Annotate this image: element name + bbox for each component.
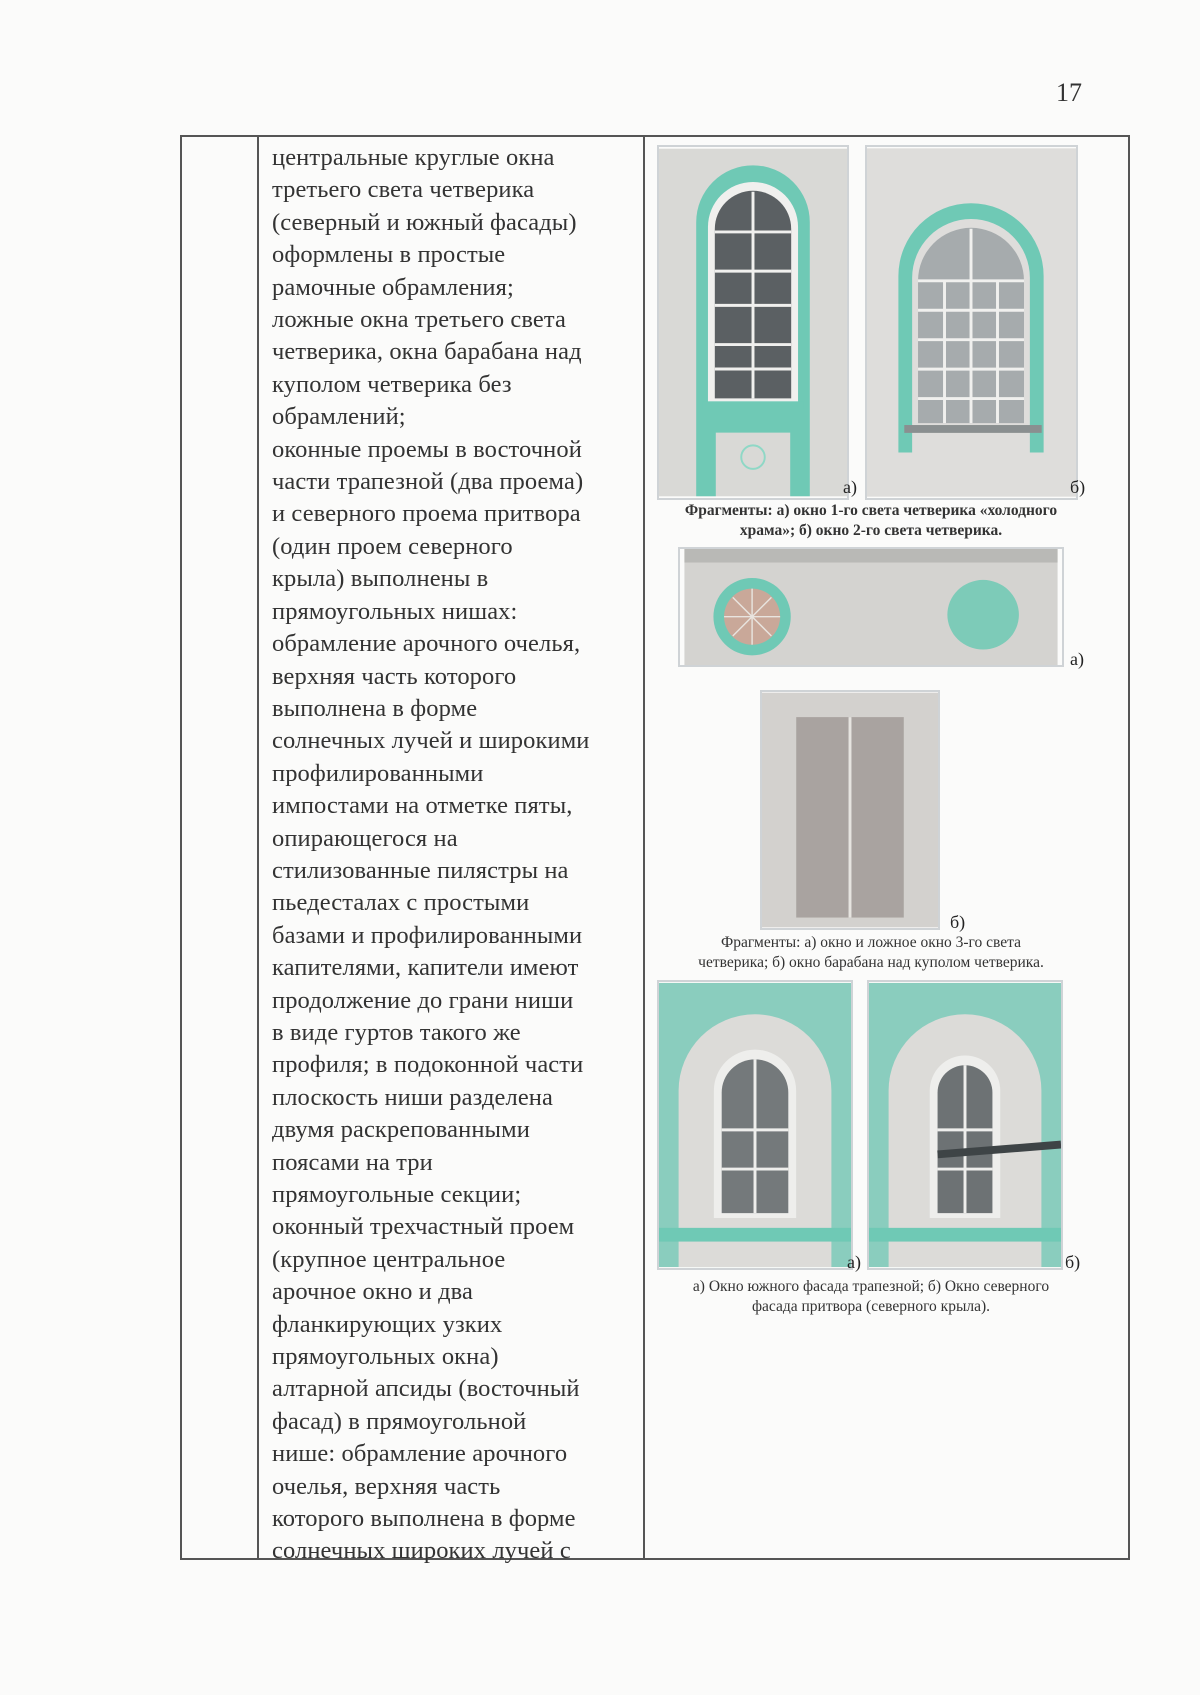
photo-window-first-tier-cold-church — [657, 145, 849, 500]
description-line: куполом четверика без — [272, 370, 512, 398]
description-line: рамочные обрамления; — [272, 273, 514, 301]
page-number: 17 — [1056, 78, 1082, 107]
photo-window-porch-north — [867, 980, 1063, 1270]
photo-round-windows-third-tier — [678, 547, 1064, 667]
description-line: базами и профилированными — [272, 921, 583, 949]
description-line: обрамление арочного очелья, — [272, 630, 581, 658]
content-table — [180, 135, 1130, 1565]
description-line: обрамлений; — [272, 403, 406, 431]
description-line: солнечных лучей и широкими — [272, 727, 590, 755]
description-line: оконный трехчастный проем — [272, 1213, 575, 1241]
description-line: ложные окна третьего света — [272, 306, 566, 334]
description-line: (северный и южный фасады) — [272, 208, 577, 236]
description-line: фасад) в прямоугольной — [272, 1407, 527, 1435]
description-line: пьедесталах с простыми — [272, 889, 530, 917]
caption-bold-prefix: Фрагменты — [684, 502, 768, 519]
description-line: алтарной апсиды (восточный — [272, 1375, 580, 1403]
description-line: четверика, окна барабана над — [272, 338, 582, 366]
description-line: профиля; в подоконной части — [272, 1051, 584, 1079]
figure-marker-b: б) — [1065, 1252, 1081, 1272]
description-line: третьего света четверика — [272, 176, 535, 204]
description-line: импостами на отметке пяты, — [272, 792, 573, 820]
description-line: (один проем северного — [272, 532, 513, 560]
figures-column — [645, 137, 1128, 1558]
description-line: очелья, верхняя часть — [272, 1472, 501, 1500]
description-line: крыла) выполнены в — [272, 565, 489, 593]
figure-caption-group1 — [651, 501, 1091, 541]
photo-window-refectory-south — [657, 980, 853, 1270]
description-line: прямоугольные секции; — [272, 1181, 522, 1208]
figure-marker-b: б) — [1070, 477, 1086, 497]
figure-marker-b: б) — [950, 912, 966, 932]
caption-line2: фасада притвора (северного крыла). — [751, 1298, 991, 1315]
description-line: поясами на три — [272, 1148, 433, 1176]
description-line: оформлены в простые — [272, 241, 506, 269]
description-line: которого выполнена в форме — [272, 1505, 576, 1533]
description-line: оконные проемы в восточной — [272, 435, 582, 463]
figure-marker-a: а) — [847, 1252, 861, 1272]
description-line: прямоугольных окна) — [272, 1343, 499, 1371]
photo-drum-window — [760, 690, 940, 930]
description-line: в виде гуртов такого же — [272, 1018, 521, 1046]
description-line: части трапезной (два проема) — [272, 468, 584, 496]
caption-line1: Фрагменты: а) окно и ложное окно 3-го света — [720, 934, 1021, 951]
number-column — [182, 137, 257, 1558]
description-line: опирающегося на — [272, 824, 458, 852]
description-line: и северного проема притвора — [272, 500, 581, 528]
description-line: выполнена в форме — [272, 694, 478, 722]
description-line: прямоугольных нишах: — [272, 597, 518, 625]
figure-marker-a: а) — [843, 477, 857, 497]
figure-caption-group3 — [645, 1277, 1097, 1317]
figure-marker-a: а) — [1070, 649, 1084, 669]
caption-line2: четверика; б) окно барабана над куполом четверика. — [698, 954, 1044, 971]
description-line: капителями, капители имеют — [272, 954, 579, 982]
description-text — [272, 142, 642, 1568]
description-line: стилизованные пилястры на — [272, 856, 569, 884]
description-line: профилированными — [272, 759, 484, 787]
figure-caption-group2 — [651, 933, 1091, 973]
description-line: двумя раскрепованными — [272, 1116, 530, 1144]
description-line: арочное окно и два — [272, 1278, 473, 1306]
description-line: продолжение до грани ниши — [272, 986, 574, 1014]
description-line: фланкирующих узких — [272, 1310, 503, 1338]
description-line: солнечных широких лучей с — [272, 1537, 571, 1565]
caption-line2: храма»; б) окно 2-го света четверика. — [739, 522, 1003, 539]
caption-line1: а) Окно южного фасада трапезной; б) Окно северного — [692, 1278, 1050, 1295]
description-line: плоскость ниши разделена — [272, 1083, 553, 1111]
description-line: (крупное центральное — [272, 1245, 506, 1273]
description-line: верхняя часть которого — [272, 662, 517, 690]
column-divider — [257, 137, 259, 1558]
description-line: нише: обрамление арочного — [272, 1440, 568, 1468]
description-line: центральные круглые окна — [272, 144, 555, 171]
photo-window-second-tier — [865, 145, 1078, 500]
caption-line1: : а) окно 1-го света четверика «холодного — [767, 502, 1058, 519]
